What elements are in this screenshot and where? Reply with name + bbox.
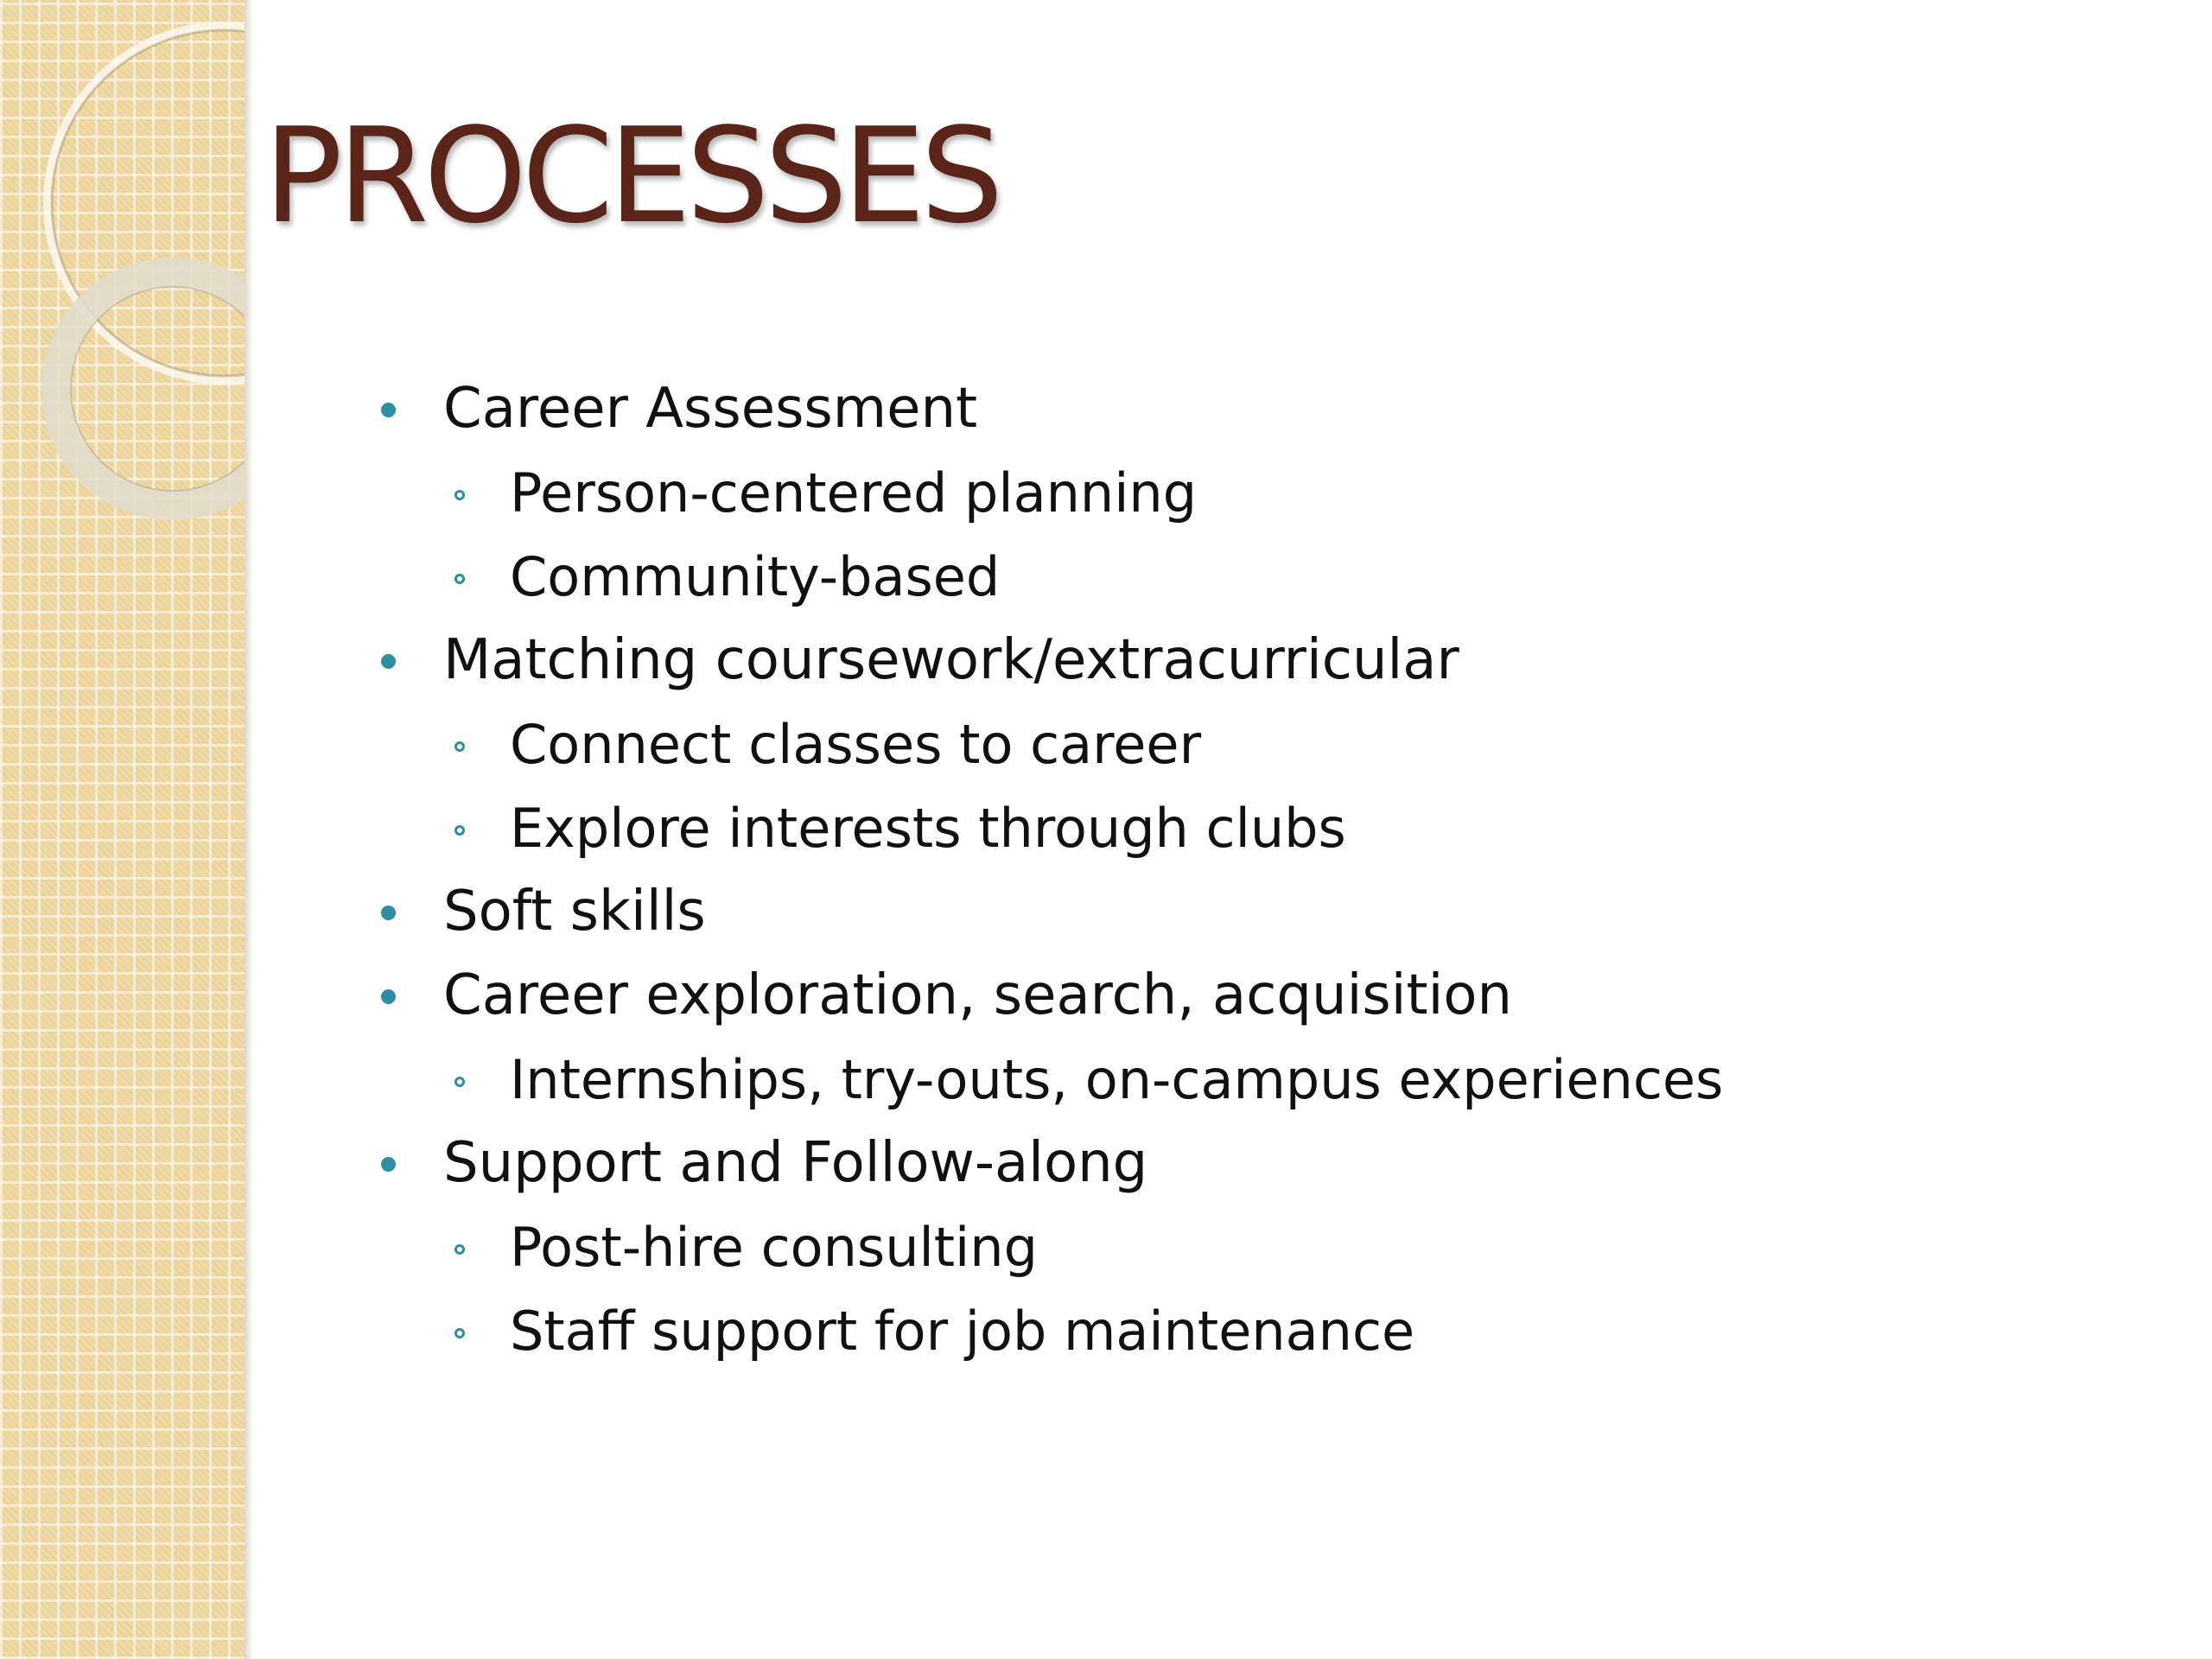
bullet-text: Connect classes to career: [510, 713, 1202, 776]
bullet-item: [372, 870, 1723, 954]
hollow-circle-icon: [454, 825, 465, 836]
hollow-circle-icon: [454, 1328, 465, 1338]
bullet-item: [372, 954, 1723, 1038]
bullet-text: Internships, try-outs, on-campus experiences: [510, 1048, 1724, 1111]
bullet-text: Person-centered planning: [510, 461, 1198, 524]
sub-bullet-item: [372, 1205, 1723, 1289]
bullet-item: [372, 619, 1723, 702]
hollow-circle-icon: [454, 490, 465, 500]
bullet-text: Explore interests through clubs: [510, 797, 1346, 860]
slide-title: PROCESSES: [264, 99, 999, 252]
bullet-text: Career exploration, search, acquisition: [443, 963, 1513, 1027]
filled-circle-icon: [381, 654, 396, 669]
bullet-text: Soft skills: [443, 880, 706, 944]
filled-circle-icon: [381, 989, 396, 1004]
hollow-circle-icon: [454, 741, 465, 752]
bullet-text: Career Assessment: [443, 377, 978, 441]
hollow-circle-icon: [454, 1244, 465, 1255]
bullet-text: Matching coursework/extracurricular: [443, 628, 1459, 692]
filled-circle-icon: [381, 1157, 396, 1172]
bullet-item: [372, 367, 1723, 451]
bullet-text: Post-hire consulting: [510, 1216, 1038, 1279]
small-ring: [56, 272, 251, 505]
bullet-text: Staff support for job maintenance: [510, 1300, 1415, 1363]
sub-bullet-item: [372, 1289, 1723, 1373]
bullet-item: [372, 1122, 1723, 1205]
sub-bullet-item: [372, 1038, 1723, 1122]
hollow-circle-icon: [454, 1077, 465, 1087]
bullet-list: [372, 367, 1723, 1373]
bullet-text: Support and Follow-along: [443, 1131, 1148, 1195]
hollow-circle-icon: [454, 574, 465, 584]
sub-bullet-item: [372, 702, 1723, 786]
sub-bullet-item: [372, 535, 1723, 619]
sub-bullet-item: [372, 786, 1723, 870]
decorative-rings: [0, 0, 251, 553]
filled-circle-icon: [381, 403, 396, 417]
sub-bullet-item: [372, 451, 1723, 535]
bullet-text: Community-based: [510, 545, 1001, 608]
filled-circle-icon: [381, 906, 396, 920]
